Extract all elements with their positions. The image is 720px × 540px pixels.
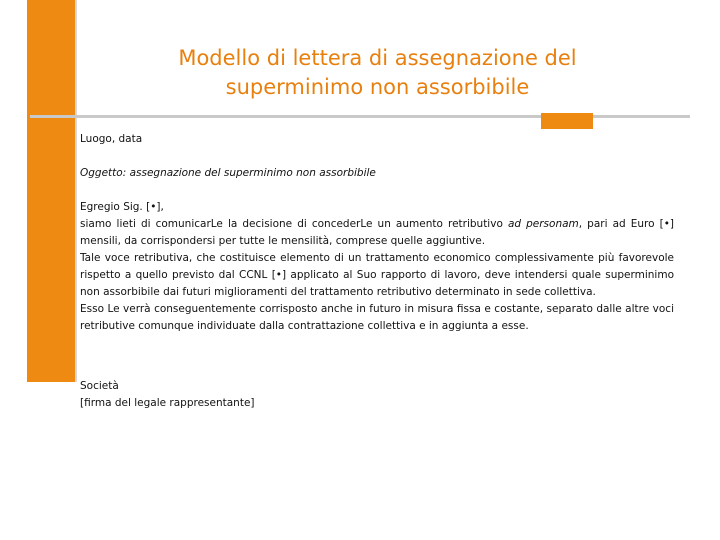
- paragraph-3: Esso Le verrà conseguentemente corrisposto anche in futuro in misura fissa e costante, separato dalle altre voci retributive comunque individuate dalla contrattazione collettiva e in aggiunta a esse.: [80, 303, 674, 332]
- signature-placeholder: [firma del legale rappresentante]: [80, 397, 255, 409]
- paragraph-1: [80, 216, 674, 250]
- letter-body: [80, 131, 674, 412]
- spacer: [80, 182, 674, 199]
- side-bar-edge: [75, 0, 77, 382]
- paragraph-2: Tale voce retributiva, che costituisce elemento di un trattamento economico complessivamente più favorevole rispetto a quello previsto dal CCNL [•] applicato al Suo rapporto di lavoro, deve intendersi quale superminimo non assorbibile dai futuri miglioramenti del trattamento retributivo determinato in sede collettiva.: [80, 252, 674, 298]
- spacer: [80, 335, 674, 378]
- accent-side-bar: [27, 0, 75, 382]
- paragraph-1-italic: ad personam: [507, 218, 579, 230]
- rule-accent-block: [541, 113, 593, 129]
- paragraph-1-part-a: siamo lieti di comunicarLe la decisione di concederLe un aumento retributivo: [80, 218, 508, 230]
- paragraph-1-part-c: , pari ad Euro [•] mensili, da corrispondersi per tutte le mensilità, comprese quelle aggiuntive.: [80, 218, 674, 247]
- company-label: Società: [80, 380, 119, 392]
- title-line-2: superminimo non assorbibile: [225, 75, 530, 99]
- place-date: Luogo, data: [80, 133, 143, 145]
- salutation: Egregio Sig. [•],: [80, 201, 164, 213]
- spacer: [80, 148, 674, 165]
- slide-title: [100, 44, 655, 102]
- subject-line: Oggetto: assegnazione del superminimo non assorbibile: [80, 167, 376, 179]
- title-line-1: Modello di lettera di assegnazione del: [178, 46, 577, 70]
